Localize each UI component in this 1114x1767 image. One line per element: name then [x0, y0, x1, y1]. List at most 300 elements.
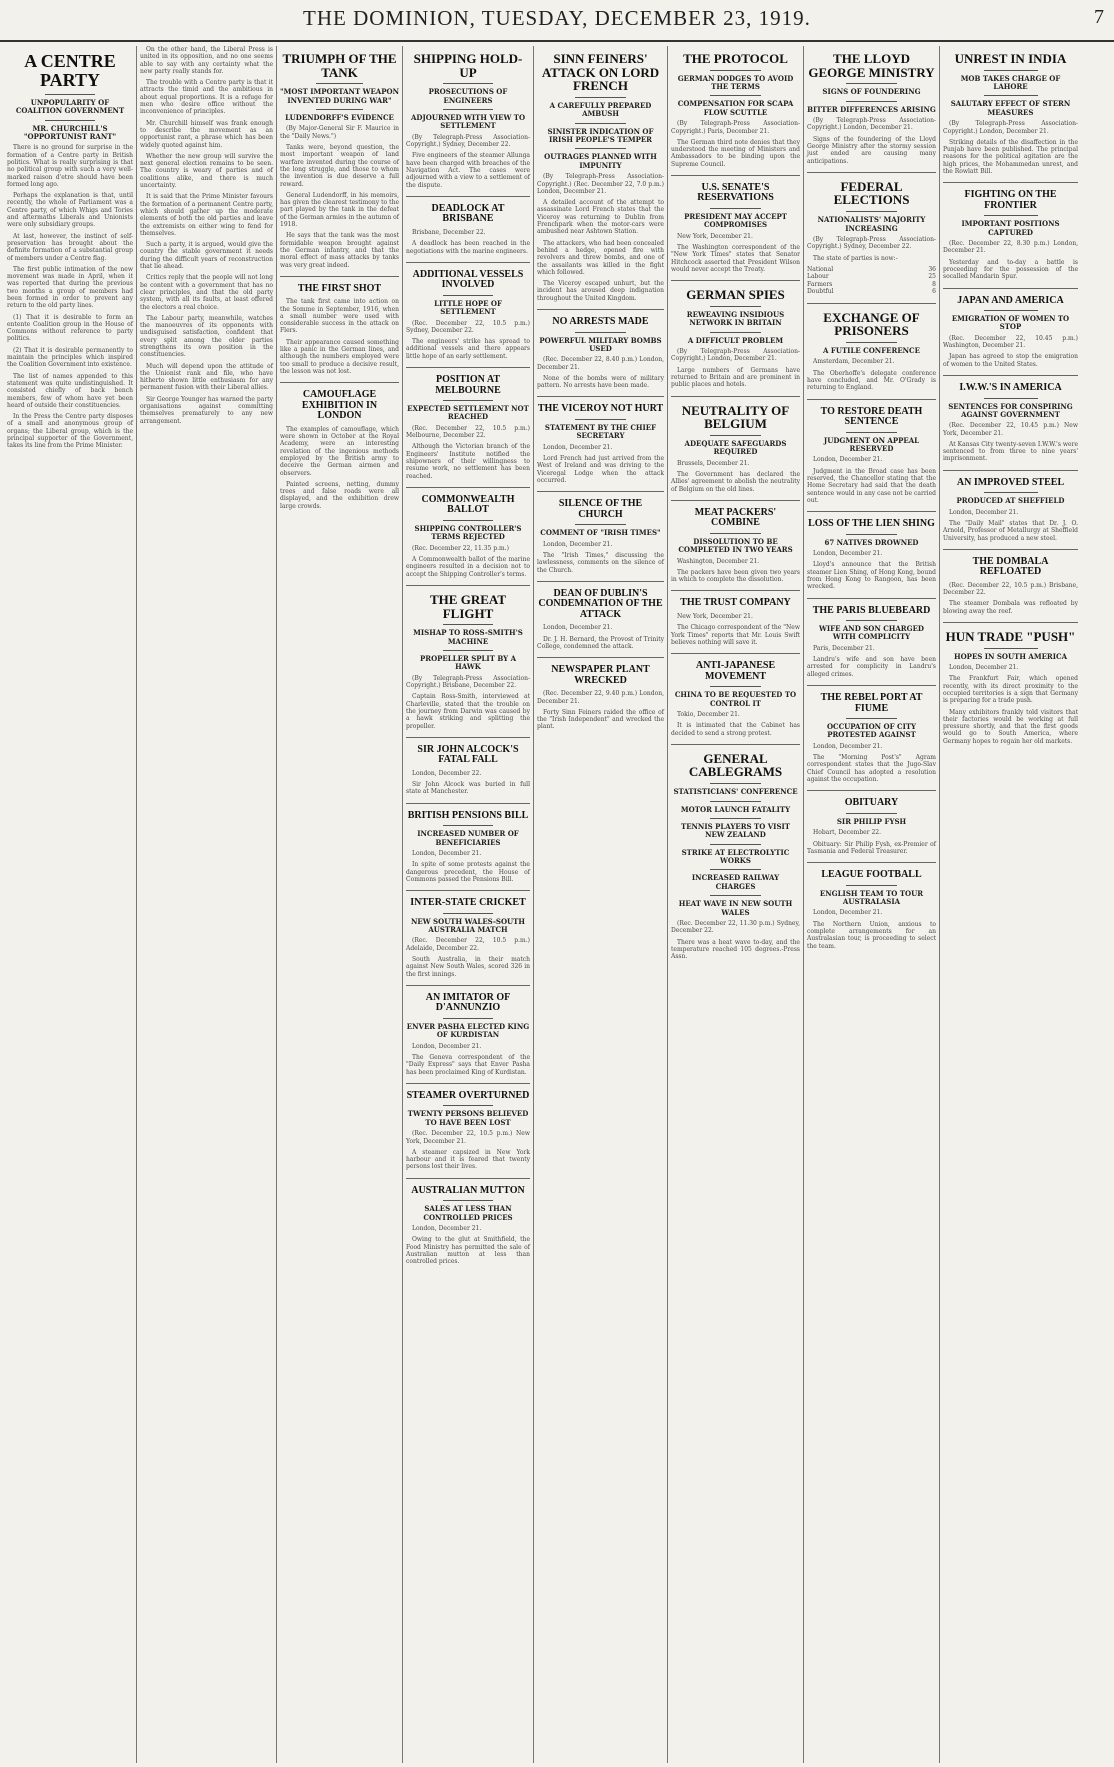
article-divider	[943, 470, 1078, 471]
article-paragraph: In spite of some protests against the dangerous precedent, the House of Commons passed the Pensions Bill.	[406, 861, 530, 883]
headline: CAMOUFLAGE EXHIBITION IN LONDON	[301, 389, 378, 422]
article	[807, 52, 936, 165]
article-paragraph: The trouble with a Centre party is that it attracts the timid and the ambitious in about equal proportions. It is a refuge for men who desire office without the inconvenience of principles.	[140, 79, 273, 116]
article-divider	[406, 367, 530, 368]
subheadline: PRESIDENT MAY ACCEPT COMPROMISES	[684, 211, 787, 230]
table-row	[807, 273, 936, 281]
article-divider	[406, 737, 530, 738]
deck-rule	[575, 419, 626, 420]
article	[943, 182, 1078, 280]
headline: ANTI-JAPANESE MOVEMENT	[695, 660, 776, 682]
subheadline: IMPORTANT POSITIONS CAPTURED	[961, 219, 1060, 237]
headline: U.S. SENATE'S RESERVATIONS	[697, 181, 774, 204]
article-paragraph: (By Telegraph-Press Association-Copyright.) (Rec. December 22, 7.0 p.m.) London, December 21.	[537, 173, 664, 195]
column-5	[533, 46, 667, 1763]
article-paragraph: Tanks were, beyond question, the most important weapon of land warfare invented during the course of the long struggle, and those to whom the invention is due deserve a full reward.	[280, 144, 399, 188]
article-divider	[406, 803, 530, 804]
subheadline: SIR PHILIP FYSH	[836, 816, 907, 826]
headline: THE TRUST COMPANY	[680, 597, 791, 609]
article-paragraph: Judgment in the Broad case has been reserved, the Chancellor stating that the Home Secretary had said that the death sentence would in any case not be carried out.	[807, 467, 936, 504]
article	[7, 52, 133, 450]
article-divider	[943, 549, 1078, 550]
article-paragraph: Sir George Younger has warned the party organisations against committing themselves prematurely to any new arrangement.	[140, 395, 273, 425]
deck-rule	[710, 783, 762, 784]
article-divider	[406, 1178, 530, 1179]
article	[537, 309, 664, 389]
article	[943, 622, 1078, 745]
headline: LOSS OF THE LIEN SHING	[808, 518, 935, 530]
headline: HUN TRADE "PUSH"	[945, 629, 1076, 645]
subheadline: SINISTER INDICATION OF IRISH PEOPLE'S TEMPER	[547, 126, 654, 145]
subheadline: A DIFFICULT PROBLEM	[687, 335, 784, 345]
article-paragraph: The Government has declared the Allies' agreement to abolish the neutrality of Belgium on the old lines.	[671, 470, 800, 493]
article-paragraph: A detailed account of the attempt to assassinate Lord French states that the Viceroy was returning to Dublin from Frenchpark when the motor-cars were ambushed near Ashtown Station.	[537, 199, 664, 236]
subheadline: SIGNS OF FOUNDERING	[822, 87, 921, 97]
headline: DEADLOCK AT BRISBANE	[431, 202, 505, 225]
subheadline: BITTER DIFFERENCES ARISING	[807, 104, 936, 114]
article-paragraph: At Kansas City twenty-seven I.W.W.'s were sentenced to from three to nine years' imprisonment.	[943, 440, 1078, 463]
article	[671, 280, 800, 388]
deck-rule	[710, 844, 762, 845]
article-paragraph: Perhaps the explanation is that, until recently, the whole of Parliament was a Centre party, of which Whigs and Tories and aftermaths Liberals and Unionists were only subsidiary groups.	[7, 192, 133, 229]
article-paragraph: Large numbers of Germans have returned to Britain and are prominent in public places and hotels.	[671, 366, 800, 389]
article-divider	[406, 890, 530, 891]
headline: FIGHTING ON THE FRONTIER	[964, 189, 1057, 211]
article-divider	[280, 276, 399, 277]
article-paragraph: Five engineers of the steamer Allunga have been charged with breaches of the Navigation Act. The cases were adjourned with a view to a settlement of the dispute.	[406, 152, 530, 189]
article-paragraph: Dr. J. H. Bernard, the Provost of Trinity College, condemned the attack.	[537, 635, 664, 650]
article-paragraph: (By Telegraph-Press Association-Copyright.) Brisbane, December 22.	[406, 674, 530, 690]
headline: SIR JOHN ALCOCK'S FATAL FALL	[417, 743, 519, 766]
deck-rule	[846, 83, 898, 84]
deck-rule	[984, 215, 1038, 216]
column-1	[4, 46, 136, 1763]
headline: A CENTRE PARTY	[24, 51, 116, 90]
article-paragraph: General Ludendorff, in his memoirs, has given the clearest testimony to the part played by the tank in the defeat of the German armies in the autumn of 1918.	[280, 191, 399, 229]
article	[943, 52, 1078, 175]
deck-rule	[443, 520, 493, 521]
deck-rule	[443, 1200, 493, 1201]
headline: ADDITIONAL VESSELS INVOLVED	[412, 268, 524, 291]
article-paragraph: (2) That it is desirable permanently to maintain the principles which inspired the Coalition Government into existence.	[7, 346, 133, 369]
subheadline: ENGLISH TEAM TO TOUR AUSTRALASIA	[819, 888, 924, 906]
deck-rule	[710, 95, 762, 96]
headline: THE GREAT FLIGHT	[430, 591, 506, 621]
article-paragraph: The Frankfurt Fair, which opened recently, with its direct proximity to the occupied territories is a sign that Germany is preparing for a trade push.	[943, 675, 1078, 705]
subheadline: A FUTILE CONFERENCE	[823, 346, 920, 356]
deck-rule	[710, 435, 762, 436]
headline: GERMAN SPIES	[686, 287, 785, 303]
article-divider	[807, 172, 936, 173]
article-paragraph: A Commonwealth ballot of the marine engineers resulted in a decision not to accept the Shipping Controller's terms.	[406, 556, 530, 578]
article	[671, 175, 800, 273]
deck-rule	[316, 109, 364, 110]
subheadline: COMMENT OF "IRISH TIMES"	[540, 528, 661, 538]
article-divider	[943, 288, 1078, 289]
column-6	[667, 46, 803, 1763]
headline: I.W.W.'S IN AMERICA	[959, 382, 1062, 394]
deck-rule	[45, 94, 95, 95]
deck-rule	[443, 83, 493, 84]
article-paragraph: (Rec. December 22, 10.5 p.m.) Melbourne, December 22.	[406, 424, 530, 440]
deck-rule	[846, 885, 898, 886]
article-paragraph: (Rec. December 22, 11.30 p.m.) Sydney, December 22.	[671, 920, 800, 935]
article	[807, 172, 936, 296]
article-paragraph: The Oberhoffe's delegate conference have concluded, and Mr. O'Grady is returning to England.	[807, 369, 936, 392]
subheadline: TWENTY PERSONS BELIEVED TO HAVE BEEN LOST	[407, 1109, 529, 1127]
article	[537, 491, 664, 574]
article-divider	[406, 1083, 530, 1084]
deck-rule	[443, 913, 493, 914]
article-paragraph: Brussels, December 21.	[677, 459, 750, 467]
article-paragraph: At last, however, the instinct of self-preservation has brought about the definite formation of a substantial group of members under a Centre flag.	[7, 232, 133, 262]
headline: THE PROTOCOL	[683, 51, 788, 66]
article-paragraph: The Geneva correspondent of the "Daily Express" says that Enver Pasha has been proclaimed King of Kurdistan.	[406, 1054, 530, 1076]
article	[807, 790, 936, 855]
article-paragraph: (Rec. December 22, 10.5 p.m.) Brisbane, December 22.	[943, 581, 1078, 597]
deck-rule	[846, 620, 898, 621]
headline: AN IMPROVED STEEL	[956, 476, 1065, 488]
article-paragraph: The Viceroy escaped unhurt, but the incident has aroused deep indignation throughout the United Kingdom.	[537, 280, 664, 302]
article-paragraph: (Rec. December 22, 11.35 p.m.)	[412, 544, 509, 552]
article-paragraph: Tokio, December 21.	[677, 710, 740, 718]
article-divider	[807, 399, 936, 400]
headline: THE PARIS BLUEBEARD	[812, 604, 931, 616]
article-paragraph: The steamer Dombala was refloated by blowing away the reef.	[943, 600, 1078, 615]
subheadline: EXPECTED SETTLEMENT NOT REACHED	[407, 404, 529, 422]
subheadline: STATISTICIANS' CONFERENCE	[673, 787, 798, 797]
article-paragraph: Owing to the glut at Smithfield, the Food Ministry has permitted the sale of Australian mutton at less than controlled prices.	[406, 1236, 530, 1266]
deck-rule	[984, 70, 1038, 71]
article	[280, 276, 399, 375]
headline: JAPAN AND AMERICA	[957, 294, 1064, 306]
headline: EXCHANGE OF PRISONERS	[823, 309, 920, 339]
headline: SILENCE OF THE CHURCH	[558, 498, 643, 520]
column-4	[402, 46, 533, 1763]
article-divider	[406, 196, 530, 197]
subheadline: NATIONALISTS' MAJORITY INCREASING	[817, 215, 926, 233]
article-paragraph: None of the bombs were of military pattern. No arrests have been made.	[537, 374, 664, 390]
article-divider	[537, 491, 664, 492]
headline: OBITUARY	[844, 797, 899, 809]
headline: COMMONWEALTH BALLOT	[421, 493, 515, 516]
subheadline: HEAT WAVE IN NEW SOUTH WALES	[678, 899, 793, 917]
article-paragraph: A steamer capsized in New York harbour and it is feared that twenty persons lost their lives.	[406, 1148, 530, 1171]
article-divider	[943, 375, 1078, 376]
article-paragraph: Their appearance caused something like a panic in the German lines, and although the numbers employed were too small to produce a decisive result, the lesson was not lost.	[280, 338, 399, 375]
article-paragraph: The "Morning Post's" Agram correspondent states that the Jugo-Slav Chief Council has adopted a resolution against the occupation.	[807, 754, 936, 784]
article-paragraph: (Rec. December 22, 10.5 p.m.) Sydney, December 22.	[406, 319, 530, 334]
headline: NEUTRALITY OF BELGIUM	[681, 402, 790, 432]
article-paragraph: London, December 21.	[949, 664, 1019, 672]
article-divider	[671, 500, 800, 501]
article	[671, 590, 800, 646]
article-divider	[671, 590, 800, 591]
deck-rule	[846, 342, 898, 343]
subheadline: STRIKE AT ELECTROLYTIC WORKS	[681, 847, 790, 866]
article-paragraph: Sir John Alcock was buried in full state at Manchester.	[406, 781, 530, 796]
article-paragraph: The Labour party, meanwhile, watches the manoeuvres of its opponents with undisguised satisfaction, confident that every split among the older parties strengthens its own position in the constituencies.	[140, 314, 273, 359]
article	[943, 375, 1078, 463]
subheadline: PROPELLER SPLIT BY A HAWK	[419, 653, 517, 672]
article-paragraph: The tank first came into action on the Somme in September, 1916, when a small number were used with considerable success in the attack on Flers.	[280, 298, 399, 335]
article-paragraph: Signs of the foundering of the Lloyd George Ministry after the stormy session just ended are causing many anticipations.	[807, 135, 936, 165]
deck-rule	[710, 895, 762, 896]
subheadline: MISHAP TO ROSS-SMITH'S MACHINE	[413, 628, 523, 646]
article-paragraph: There was a heat wave to-day, and the temperature reached 105 degrees.-Press Assn.	[671, 938, 800, 961]
article-paragraph: Painted screens, netting, dummy trees and false roads were all displayed, and the exhibition drew large crowds.	[280, 480, 399, 510]
article-paragraph: The first public intimation of the new movement was made in April, when it was reported that during the previous two months a group of members had been formed in order to prevent any return to the old party lines.	[7, 265, 133, 310]
table-label: National	[807, 265, 834, 273]
subheadline: "MOST IMPORTANT WEAPON INVENTED DURING WAR"	[280, 87, 399, 105]
article-divider	[406, 985, 530, 986]
headline: TRIUMPH OF THE TANK	[282, 51, 397, 80]
article-paragraph: (Rec. December 22, 10.45 p.m.) Washington, December 21.	[943, 334, 1078, 350]
article	[807, 399, 936, 505]
article-divider	[537, 396, 664, 397]
headline: DEAN OF DUBLIN'S CONDEMNATION OF THE ATTACK	[538, 587, 663, 620]
article-paragraph: The examples of camouflage, which were shown in October at the Royal Academy, were an interesting revelation of the ingenious methods employed by the British army to deceive the German airmen and observers.	[280, 425, 399, 477]
article-paragraph: Lloyd's announce that the British steamer Lien Shing, of Hong Kong, bound from Hong Kong to Rangoon, has been wrecked.	[807, 561, 936, 591]
article-paragraph: London, December 21.	[543, 624, 613, 632]
article-paragraph: There is no ground for surprise in the formation of a Centre party in British politics. What is really surprising is that no political group with such a very well-marked raison d'etre should have been formed long ago.	[7, 144, 133, 188]
article-paragraph: It is intimated that the Cabinet has decided to send a strong protest.	[671, 722, 800, 737]
deck-rule	[443, 1018, 493, 1019]
subheadline: 67 NATIVES DROWNED	[824, 537, 919, 547]
subheadline: LUDENDORFF'S EVIDENCE	[285, 113, 394, 123]
subheadline: MOTOR LAUNCH FATALITY	[680, 804, 791, 814]
article-paragraph: (By Telegraph-Press Association-Copyright.) Sydney, December 22.	[406, 133, 530, 149]
article-paragraph: Hobart, December 22.	[813, 829, 882, 837]
article-paragraph: South Australia, in their match against New South Wales, scored 326 in the first innings.	[406, 956, 530, 978]
article	[943, 549, 1078, 615]
deck-rule	[45, 120, 95, 121]
article-paragraph: Whether the new group will survive the next general election remains to be seen. The country is weary of parties and of coalitions alike, and there is much uncertainty.	[140, 152, 273, 190]
article-divider	[807, 862, 936, 863]
article	[537, 657, 664, 730]
article-divider	[406, 262, 530, 263]
article-paragraph: Brisbane, December 22.	[412, 228, 486, 236]
article-paragraph: New York, December 21.	[677, 232, 753, 240]
deck-rule	[846, 101, 898, 102]
article-paragraph: London, December 21.	[412, 850, 482, 857]
article	[406, 890, 530, 978]
table-row	[807, 266, 936, 274]
article	[406, 985, 530, 1076]
article-paragraph: The engineers' strike has spread to additional vessels and there appears little hope of an early settlement.	[406, 338, 530, 360]
deck-rule	[575, 148, 626, 149]
article	[406, 367, 530, 480]
article-paragraph: New York, December 21.	[677, 612, 753, 620]
table-value: 8	[932, 280, 936, 288]
subheadline: GERMAN DODGES TO AVOID THE TERMS	[677, 73, 794, 92]
article-paragraph: The German third note denies that they understood the meeting of Ministers and Ambassadors to be binding upon the Supreme Council.	[671, 138, 800, 168]
headline: THE FIRST SHOT	[297, 282, 382, 294]
headline: SINN FEINERS' ATTACK ON LORD FRENCH	[541, 51, 660, 94]
deck-rule	[443, 400, 493, 401]
article-paragraph: (1) That it is desirable to form an entente Coalition group in the House of Commons without reference to party politics.	[7, 313, 133, 343]
subheadline: SHIPPING CONTROLLER'S TERMS REJECTED	[414, 523, 522, 542]
article	[537, 52, 664, 302]
subheadline: COMPENSATION FOR SCAPA FLOW SCUTTLE	[677, 99, 794, 117]
subheadline: MR. CHURCHILL'S "OPPORTUNIST RANT"	[23, 123, 117, 141]
column-7	[803, 46, 939, 1763]
deck-rule	[710, 332, 762, 333]
deck-rule	[316, 83, 364, 84]
article-paragraph: Paris, December 21.	[813, 644, 875, 652]
deck-rule	[846, 211, 898, 212]
deck-rule	[710, 70, 762, 71]
article-paragraph: Forty Sinn Feiners raided the office of the "Irish Independent" and wrecked the plant.	[537, 708, 664, 731]
headline: NEWSPAPER PLANT WRECKED	[551, 664, 650, 686]
article-divider	[807, 685, 936, 686]
headline: AUSTRALIAN MUTTON	[411, 1184, 525, 1196]
article-paragraph: London, December 21.	[813, 456, 883, 464]
headline: THE VICEROY NOT HURT	[537, 403, 664, 415]
column-2	[136, 46, 276, 1763]
deck-rule	[846, 813, 898, 814]
article-paragraph: The "Daily Mail" states that Dr. J. O. Arnold, Professor of Metallurgy at Sheffield University, has produced a new steel.	[943, 519, 1078, 542]
article-divider	[807, 598, 936, 599]
deck-rule	[575, 332, 626, 333]
deck-rule	[575, 97, 626, 98]
subheadline: CHINA TO BE REQUESTED TO CONTROL IT	[674, 690, 797, 708]
article-paragraph: On the other hand, the Liberal Press is united in its opposition, and no one seems able to say with any certainty what the new party really stands for.	[140, 46, 273, 75]
deck-rule	[846, 534, 898, 535]
table-label: Farmers	[807, 280, 833, 288]
subheadline: LITTLE HOPE OF SETTLEMENT	[434, 298, 502, 317]
subheadline: PROSECUTIONS OF ENGINEERS	[428, 87, 508, 105]
article	[406, 262, 530, 360]
table-row	[807, 281, 936, 289]
deck-rule	[710, 533, 762, 534]
article	[671, 653, 800, 737]
article	[807, 685, 936, 783]
deck-rule	[846, 432, 898, 433]
subheadline: A CAREFULLY PREPARED AMBUSH	[549, 100, 652, 119]
headline: SHIPPING HOLD-UP	[413, 51, 523, 80]
article-paragraph: The attackers, who had been concealed behind a hedge, opened fire with revolvers and threw bombs, and one of the assailants was killed in the fight which followed.	[537, 239, 664, 276]
headline: TO RESTORE DEATH SENTENCE	[820, 405, 923, 428]
subheadline: INCREASED RAILWAY CHARGES	[691, 873, 780, 891]
article-paragraph: Captain Ross-Smith, interviewed at Charleville, stated that the trouble on the journey from Darwin was caused by a hawk striking and splitting the propeller.	[406, 693, 530, 730]
deck-rule	[984, 95, 1038, 96]
article	[406, 585, 530, 730]
article-paragraph: London, December 21.	[412, 1224, 482, 1232]
article-paragraph: He says that the tank was the most formidable weapon brought against the German infantry, and that the moral effect of mass attacks by tanks was very great indeed.	[280, 232, 399, 269]
article-divider	[671, 280, 800, 281]
subheadline: INCREASED NUMBER OF BENEFICIARIES	[417, 829, 519, 847]
deck-rule	[443, 295, 493, 296]
headline: NO ARRESTS MADE	[552, 316, 649, 328]
article-paragraph: (Rec. December 22, 8.30 p.m.) London, December 21.	[943, 240, 1078, 255]
deck-rule	[984, 492, 1038, 493]
headline: AN IMITATOR OF D'ANNUNZIO	[425, 991, 511, 1014]
article-paragraph: London, December 21.	[543, 540, 613, 548]
deck-rule	[710, 869, 762, 870]
article-divider	[280, 382, 399, 383]
table-label: Doubtful	[807, 288, 834, 296]
article-divider	[406, 487, 530, 488]
article-paragraph: Such a party, it is argued, would give the country the stable government it needs during the difficult years of reconstruction that lie ahead.	[140, 241, 273, 271]
headline: THE DOMBALA REFLOATED	[972, 555, 1049, 578]
headline: THE REBEL PORT AT FIUME	[820, 692, 923, 714]
article-paragraph: Yesterday and to-day a battle is proceeding for the possession of the socalled Mandarin Spur.	[943, 258, 1078, 281]
deck-rule	[846, 718, 898, 719]
article-paragraph: Lord French had just arrived from the West of Ireland and was driving to the Viceregal Lodge when the attack occurred.	[537, 455, 664, 484]
article	[406, 52, 530, 189]
article-paragraph: (Rec. December 22, 8.40 p.m.) London, December 21.	[537, 356, 664, 371]
article-paragraph: Many exhibitors frankly told visitors that their factories would be working at full pressure shortly, and that the first goods would go to South America, where Germany hopes to regain her old markets.	[943, 708, 1078, 745]
subheadline: ADJOURNED WITH VIEW TO SETTLEMENT	[410, 113, 526, 131]
article-paragraph: London, December 22.	[412, 769, 482, 777]
article-paragraph: London, December 21.	[543, 443, 613, 451]
headline: STEAMER OVERTURNED	[406, 1089, 530, 1101]
table-value: 6	[932, 288, 936, 296]
headline: FEDERAL ELECTIONS	[833, 178, 910, 208]
article-paragraph: Striking details of the disaffection in the Punjab have been published. The principal reasons for the political agitation are the high prices, the Mohammedan unrest, and the Rowlatt Bill.	[943, 138, 1078, 175]
subheadline: SALUTARY EFFECT OF STERN MEASURES	[950, 99, 1071, 117]
article-paragraph: The Northern Union, anxious to complete arrangements for an Australasian tour, is proceeding to select the team.	[807, 920, 936, 950]
deck-rule	[443, 109, 493, 110]
article-paragraph: A deadlock has been reached in the negotiations with the marine engineers.	[406, 240, 530, 255]
article-paragraph: Obituary: Sir Philip Fysh, ex-Premier of Tasmania and Federal Treasurer.	[807, 840, 936, 855]
deck-rule	[710, 208, 762, 209]
article-paragraph: Landru's wife and son have been arrested for complicity in Landru's alleged crimes.	[807, 656, 936, 678]
article-paragraph: (By Telegraph-Press Association-Copyright.) Paris, December 21.	[671, 120, 800, 135]
article-divider	[943, 622, 1078, 623]
column-3	[276, 46, 402, 1763]
article-paragraph: In the Press the Centre party disposes of a small and anonymous group of organs; the Liberal group, which is the principal supporter of the Government, takes its line from the Prime Minister.	[7, 413, 133, 450]
masthead	[0, 0, 1114, 42]
subheadline: OUTRAGES PLANNED WITH IMPUNITY	[544, 152, 657, 170]
article	[943, 288, 1078, 368]
article-paragraph: The state of parties is now:-	[813, 254, 898, 262]
deck-rule	[710, 818, 762, 819]
article	[943, 470, 1078, 542]
article	[406, 803, 530, 883]
article-divider	[537, 309, 664, 310]
headline: GENERAL CABLEGRAMS	[688, 750, 783, 780]
headline: BRITISH PENSIONS BILL	[407, 809, 529, 821]
article-paragraph: Much will depend upon the attitude of the Unionist rank and file, who have hitherto shown little enthusiasm for any permanent fusion with their Liberal allies.	[140, 362, 273, 392]
headline: POSITION AT MELBOURNE	[435, 374, 501, 396]
deck-rule	[575, 123, 626, 124]
subheadline: NEW SOUTH WALES-SOUTH AUSTRALIA MATCH	[411, 916, 525, 935]
article-paragraph: (Rec. December 22, 10.5 p.m.) New York, December 21.	[406, 1130, 530, 1145]
deck-rule	[710, 306, 762, 307]
subheadline: POWERFUL MILITARY BOMBS USED	[539, 335, 662, 353]
headline: INTER-STATE CRICKET	[410, 897, 526, 909]
article-divider	[406, 585, 530, 586]
subheadline: JUDGMENT ON APPEAL RESERVED	[823, 435, 920, 454]
article-paragraph: The "Irish Times," discussing the lawlessness, comments on the silence of the Church.	[537, 551, 664, 574]
article-divider	[671, 744, 800, 745]
article-paragraph: The Washington correspondent of the "New York Times" states that Senator Hitchcock asserted that President Wilson would never accept the Treaty.	[671, 244, 800, 273]
subheadline: UNPOPULARITY OF COALITION GOVERNMENT	[15, 97, 125, 116]
deck-rule	[443, 624, 493, 625]
article-paragraph: Critics reply that the people will not long be content with a government that has no clear principles, and that the old party system, with all its faults, at least offered the electors a real choice.	[140, 274, 273, 311]
subheadline: EMIGRATION OF WOMEN TO STOP	[951, 314, 1070, 332]
article	[280, 52, 399, 269]
article	[807, 598, 936, 678]
article-paragraph: London, December 21.	[813, 909, 883, 917]
article-paragraph: Japan has agreed to stop the emigration of women to the United States.	[943, 353, 1078, 368]
subheadline: SALES AT LESS THAN CONTROLLED PRICES	[423, 1204, 513, 1222]
article-paragraph: Amsterdam, December 21.	[813, 358, 895, 366]
article	[406, 737, 530, 796]
table-value: 25	[928, 273, 936, 281]
